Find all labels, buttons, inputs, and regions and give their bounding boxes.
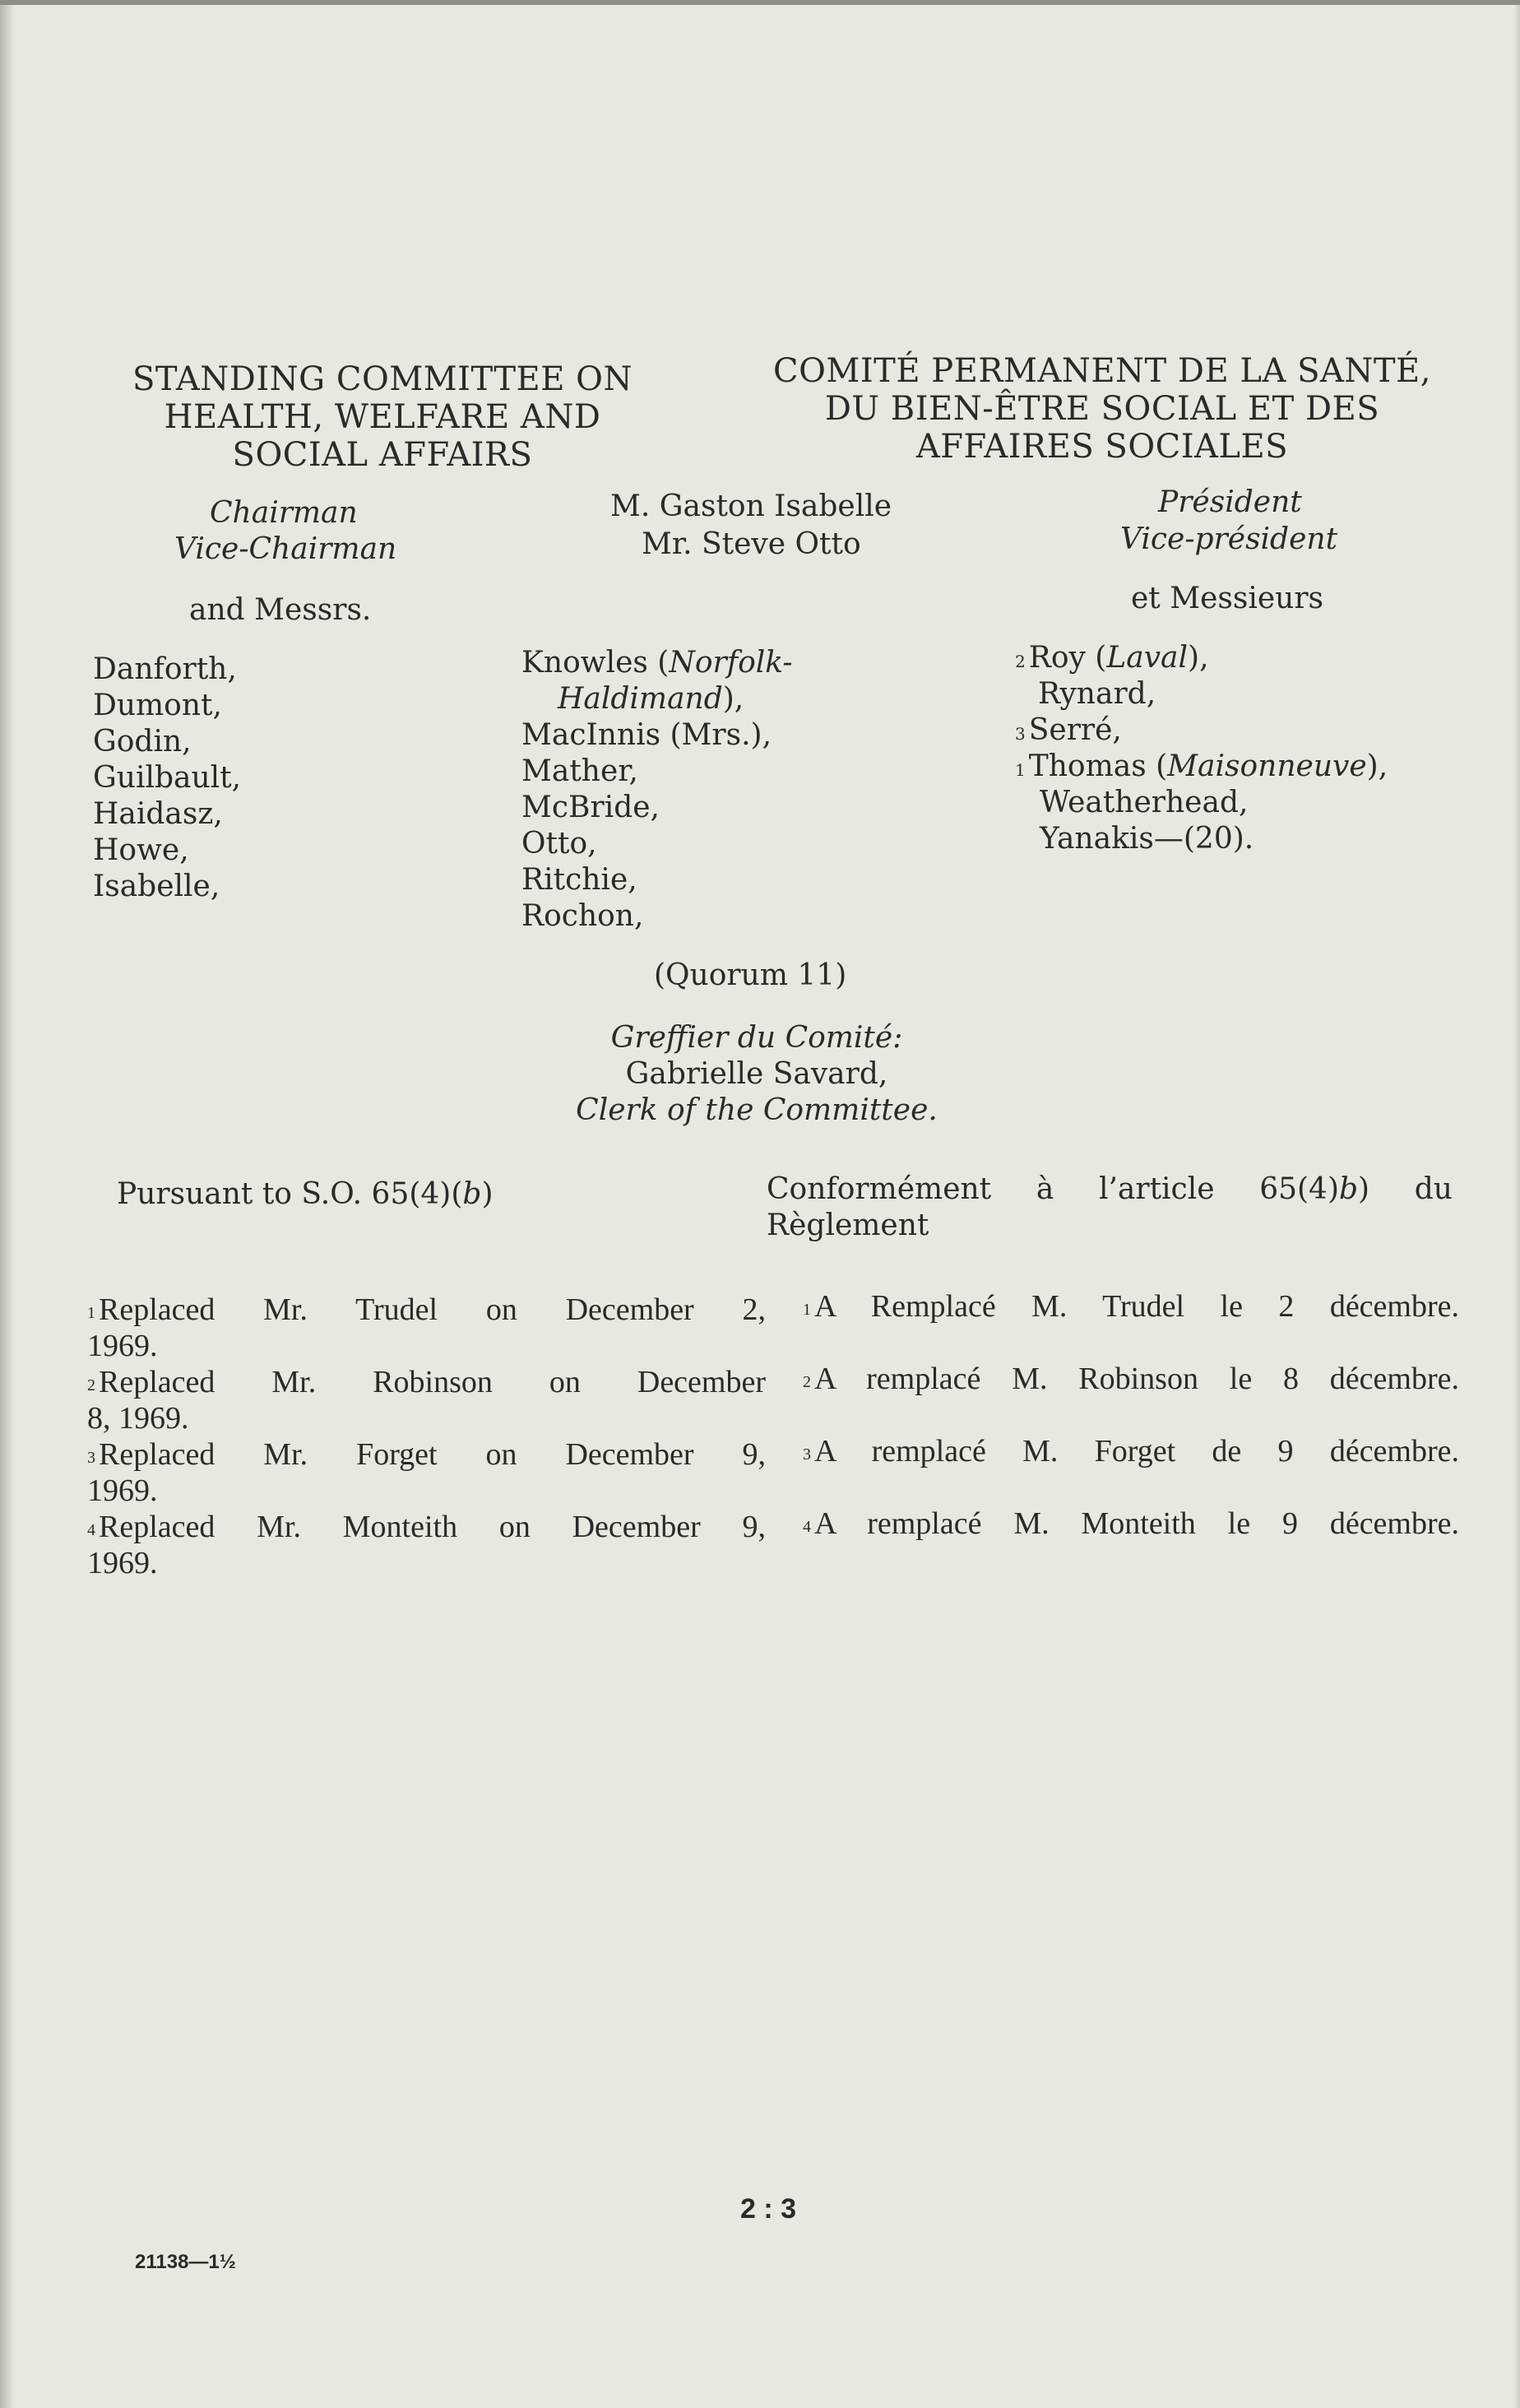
members-column-3 bbox=[1015, 640, 1388, 857]
title-english-line: HEALTH, WELFARE AND bbox=[164, 398, 601, 436]
footnote-marker: 4 bbox=[87, 1521, 95, 1539]
footnote-line: 1969. bbox=[87, 1546, 158, 1580]
title-english-line: SOCIAL AFFAIRS bbox=[232, 436, 533, 474]
chairman-name: M. Gaston Isabelle bbox=[610, 489, 892, 523]
footnote bbox=[87, 1364, 766, 1436]
member-name: Danforth, bbox=[93, 652, 237, 686]
authority-french-line: Règlement bbox=[767, 1209, 929, 1242]
member-name-text: ), bbox=[722, 682, 744, 716]
member-name: Otto, bbox=[521, 827, 597, 861]
title-english bbox=[123, 360, 642, 474]
page-left-edge bbox=[0, 0, 15, 2408]
member-name: Isabelle, bbox=[93, 870, 220, 903]
members-column-1 bbox=[93, 652, 241, 905]
member-name: Ritchie, bbox=[521, 863, 637, 897]
clerk-label-french: Greffier du Comité: bbox=[610, 1021, 903, 1055]
footnote-line bbox=[87, 1509, 766, 1545]
riding-name: Haldimand bbox=[558, 682, 723, 716]
quorum: (Quorum 11) bbox=[654, 958, 847, 992]
member-name: McBride, bbox=[521, 791, 660, 824]
member-name-continued bbox=[521, 681, 793, 717]
footnote-marker: 2 bbox=[87, 1376, 95, 1394]
member-name: MacInnis (Mrs.), bbox=[521, 718, 772, 752]
chairman-label: Chairman bbox=[210, 496, 358, 530]
footnote-line: 1969. bbox=[87, 1473, 158, 1508]
footnote-marker: 3 bbox=[1015, 724, 1026, 744]
authority-text: ) bbox=[481, 1177, 494, 1211]
footnotes-french bbox=[803, 1288, 1459, 1542]
footnote-marker: 1 bbox=[1015, 760, 1026, 780]
authority-french-line bbox=[767, 1172, 1453, 1208]
footnote bbox=[87, 1509, 766, 1581]
footnote-text: A remplacé M. Robinson le 8 décembre. bbox=[814, 1362, 1459, 1396]
footnote-marker: 3 bbox=[87, 1449, 95, 1467]
footnote bbox=[87, 1436, 766, 1509]
member-name bbox=[1015, 749, 1388, 785]
footnote-marker: 2 bbox=[1015, 652, 1026, 671]
title-french-line: COMITÉ PERMANENT DE LA SANTÉ, bbox=[773, 352, 1431, 390]
member-name: Rynard, bbox=[1038, 677, 1156, 711]
footnote bbox=[803, 1433, 1459, 1469]
footnote-text: A Remplacé M. Trudel le 2 décembre. bbox=[814, 1289, 1459, 1324]
footnote bbox=[803, 1506, 1459, 1542]
clerk-label-english: Clerk of the Committee. bbox=[576, 1093, 938, 1127]
riding-name: Laval bbox=[1106, 641, 1189, 675]
footnote-line bbox=[87, 1292, 766, 1328]
footnote bbox=[803, 1361, 1459, 1397]
vice-chairman-name: Mr. Steve Otto bbox=[642, 527, 861, 561]
authority-text: b bbox=[1339, 1172, 1359, 1206]
print-code: 21138—1½ bbox=[135, 2251, 236, 2273]
page-number: 2 : 3 bbox=[740, 2193, 797, 2225]
footnote-marker: 2 bbox=[803, 1373, 811, 1391]
footnote-line bbox=[87, 1364, 766, 1400]
authority-text: Conformément à l’article 65(4) bbox=[767, 1172, 1339, 1206]
clerk-block bbox=[494, 1020, 1020, 1129]
members-intro-english: and Messrs. bbox=[189, 593, 372, 627]
page-right-edge bbox=[1513, 0, 1520, 2408]
riding-name: Norfolk- bbox=[669, 646, 793, 680]
page-top-edge bbox=[0, 0, 1520, 5]
member-name: Guilbault, bbox=[93, 761, 242, 795]
member-name: Mather, bbox=[521, 754, 638, 788]
authority-text: b bbox=[462, 1177, 482, 1211]
member-name-text: Thomas ( bbox=[1028, 749, 1168, 783]
authority-text: ) du bbox=[1358, 1172, 1453, 1206]
member-name: Dumont, bbox=[93, 689, 222, 722]
footnote-text: Replaced Mr. Monteith on December 9, bbox=[99, 1510, 766, 1544]
member-name: Howe, bbox=[93, 833, 189, 867]
authority-text: Pursuant to S.O. 65(4)( bbox=[117, 1177, 463, 1211]
member-name-text: ), bbox=[1188, 641, 1209, 675]
footnote-line: 8, 1969. bbox=[87, 1401, 189, 1436]
footnote-text: A remplacé M. Forget de 9 décembre. bbox=[814, 1434, 1459, 1468]
authority-english bbox=[117, 1176, 493, 1213]
footnote bbox=[803, 1288, 1459, 1325]
member-name bbox=[521, 645, 793, 681]
footnote-text: Replaced Mr. Forget on December 9, bbox=[99, 1437, 766, 1472]
members-column-2 bbox=[521, 645, 793, 935]
authority-french bbox=[767, 1172, 1453, 1244]
vice-president-label: Vice-président bbox=[1120, 522, 1338, 556]
member-name: Godin, bbox=[93, 725, 192, 759]
title-french bbox=[757, 352, 1448, 466]
member-name: Yanakis—(20). bbox=[1040, 822, 1254, 856]
members-intro-french: et Messieurs bbox=[1131, 582, 1324, 615]
footnote-marker: 1 bbox=[87, 1304, 95, 1322]
footnote bbox=[87, 1292, 766, 1364]
footnote-text: Replaced Mr. Trudel on December 2, bbox=[99, 1292, 766, 1327]
member-name: Rochon, bbox=[521, 899, 644, 933]
footnote-text: Replaced Mr. Robinson on December bbox=[99, 1365, 766, 1399]
member-name bbox=[1015, 640, 1388, 676]
member-name bbox=[1015, 712, 1388, 749]
footnote-marker: 3 bbox=[803, 1445, 811, 1464]
president-label: Président bbox=[1158, 485, 1302, 519]
member-name-text: ), bbox=[1366, 749, 1388, 783]
footnote-text: A remplacé M. Monteith le 9 décembre. bbox=[814, 1506, 1459, 1541]
title-french-line: AFFAIRES SOCIALES bbox=[915, 428, 1289, 466]
footnote-line: 1969. bbox=[87, 1329, 158, 1363]
riding-name: Maisonneuve bbox=[1167, 749, 1367, 783]
member-name: Haidasz, bbox=[93, 797, 223, 831]
footnote-line bbox=[87, 1436, 766, 1473]
footnotes-english bbox=[87, 1292, 766, 1581]
clerk-name: Gabrielle Savard, bbox=[625, 1057, 888, 1091]
member-name-text: Knowles ( bbox=[521, 646, 670, 680]
footnote-marker: 1 bbox=[803, 1301, 811, 1319]
member-name-text: Roy ( bbox=[1028, 641, 1107, 675]
title-french-line: DU BIEN-ÊTRE SOCIAL ET DES bbox=[824, 390, 1380, 428]
footnote-marker: 4 bbox=[803, 1518, 811, 1536]
title-english-line: STANDING COMMITTEE ON bbox=[132, 360, 633, 398]
member-name-text: Serré, bbox=[1028, 713, 1122, 747]
member-name: Weatherhead, bbox=[1040, 786, 1249, 819]
vice-chairman-label: Vice-Chairman bbox=[174, 532, 397, 566]
